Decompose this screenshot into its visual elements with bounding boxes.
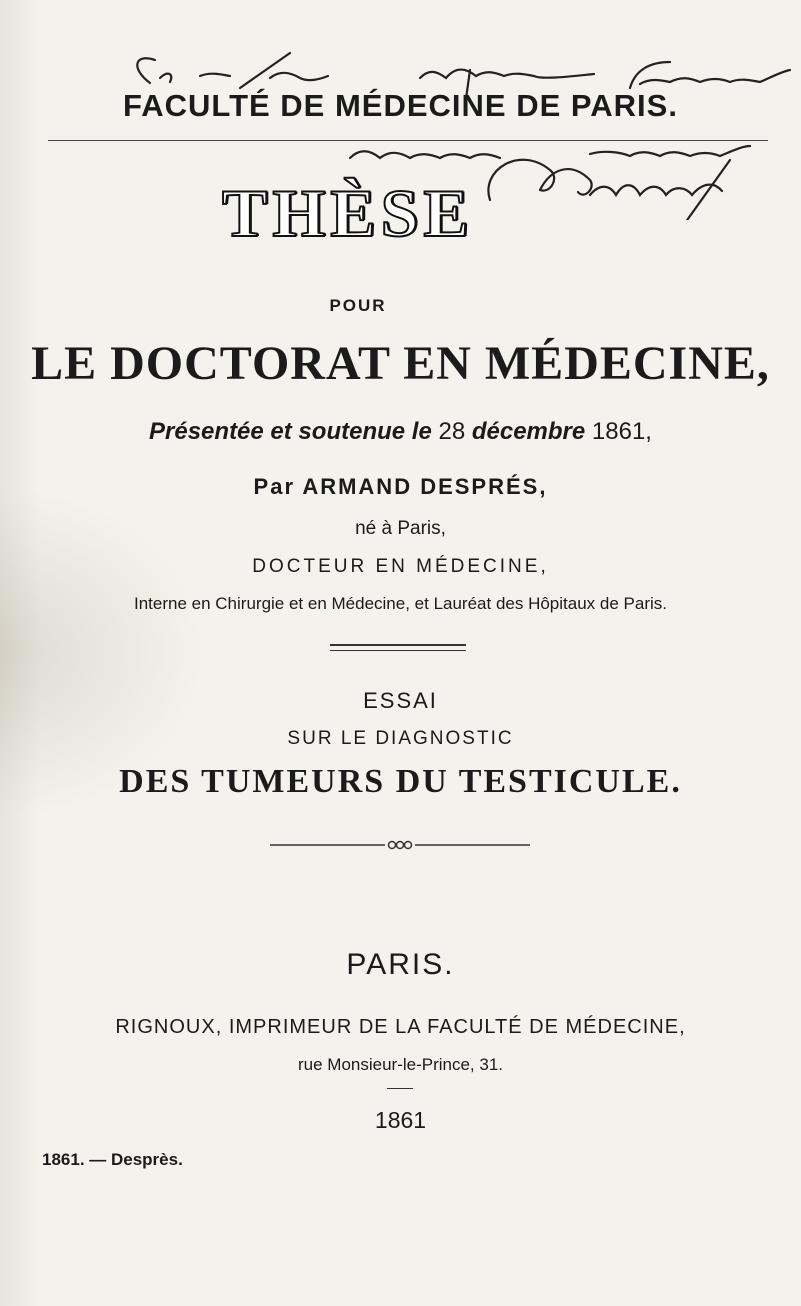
birthplace: né à Paris, — [355, 518, 446, 539]
presentation-line — [0, 418, 801, 446]
imprint-city: PARIS. — [346, 948, 455, 981]
doctorat-heading: LE DOCTORAT EN MÉDECINE, — [31, 337, 770, 390]
par-label: Par — [253, 474, 296, 499]
defense-day: 28 — [438, 418, 466, 445]
imprint-printer: RIGNOUX, IMPRIMEUR DE LA FACULTÉ DE MÉDECINE, — [115, 1016, 686, 1038]
defense-year: 1861, — [591, 418, 652, 445]
middle-rule — [330, 644, 466, 651]
imprint-address: rue Monsieur-le-Prince, 31. — [297, 1055, 504, 1074]
pour-label: POUR — [329, 296, 387, 315]
author-line — [0, 474, 801, 500]
thesis-title: DES TUMEURS DU TESTICULE. — [119, 763, 682, 800]
imprint-dash — [387, 1088, 413, 1089]
these-heading: THÈSE — [222, 175, 474, 251]
author-name: ARMAND DESPRÉS, — [302, 474, 548, 499]
faculty-heading: FACULTÉ DE MÉDECINE DE PARIS. — [123, 88, 678, 123]
degree-line: DOCTEUR EN MÉDECINE, — [252, 556, 549, 577]
essai-heading: ESSAI — [363, 688, 438, 713]
presentee-prefix: Présentée et soutenue le — [149, 418, 432, 445]
imprint-year: 1861 — [374, 1107, 427, 1133]
subtitle: SUR LE DIAGNOSTIC — [287, 728, 514, 749]
handwritten-signature — [480, 150, 800, 220]
defense-month: décembre — [471, 418, 586, 445]
ornamental-divider — [260, 835, 540, 855]
shelfmark: 1861. — Desprès. — [42, 1150, 183, 1169]
credentials-line: Interne en Chirurgie et en Médecine, et Lauréat des Hôpitaux de Paris. — [134, 594, 667, 613]
